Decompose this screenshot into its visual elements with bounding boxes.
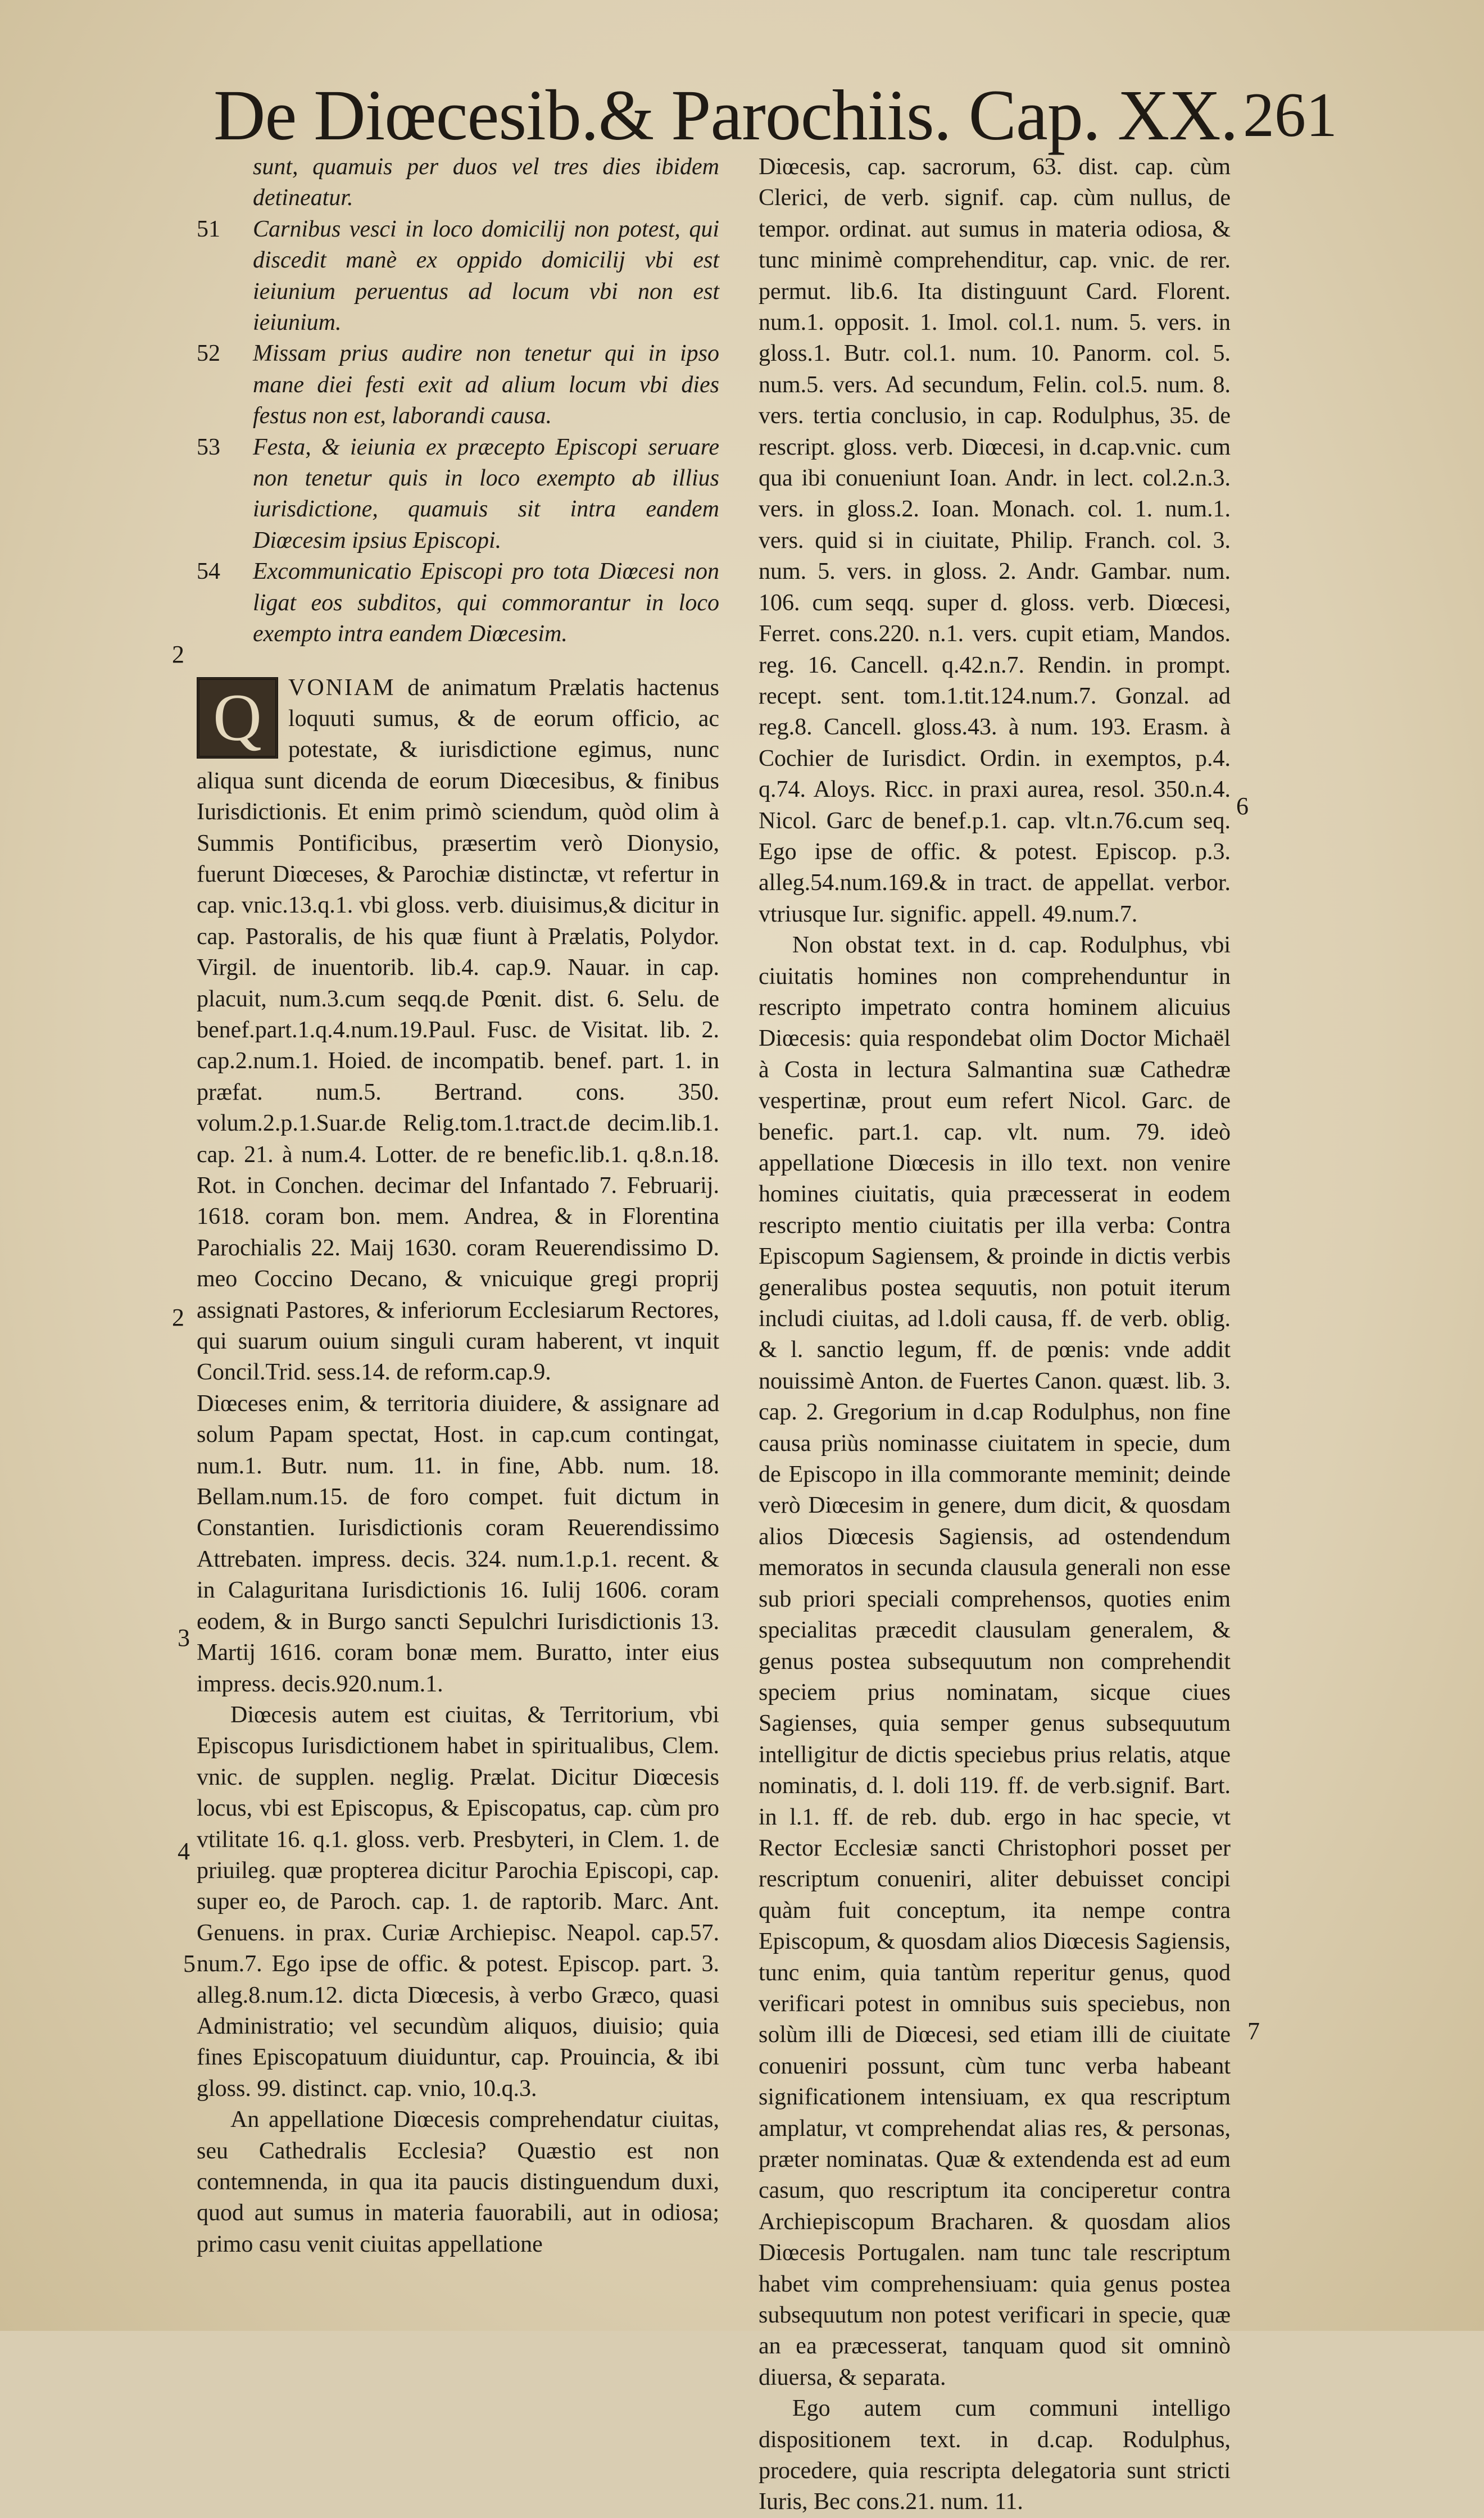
paragraph bbox=[759, 930, 1231, 2393]
margin-number: 3 bbox=[178, 1624, 190, 1652]
summary-item bbox=[197, 152, 719, 214]
summary-item bbox=[197, 432, 719, 557]
decorated-initial: Q bbox=[197, 677, 278, 759]
margin-number: 4 bbox=[178, 1838, 190, 1865]
running-title: De Diœcesib.& Parochiis. Cap. XX. bbox=[214, 75, 1238, 155]
paragraph-text: Ego autem cum communi intelligo dispositionem text. in d.cap. Rodulphus, procedere, quia rescripta delegatoria sunt stricti Iuris, Bec cons.21. num. 11. bbox=[759, 2395, 1231, 2515]
running-header bbox=[214, 75, 1337, 155]
summary-text: Missam prius audire non tenetur qui in ipso mane diei festi exit ad alium locum vbi dies festus non est, laborandi causa. bbox=[253, 341, 719, 429]
margin-number: 5 bbox=[183, 1950, 196, 1977]
left-column bbox=[197, 152, 719, 2260]
margin-number: 6 bbox=[1236, 792, 1249, 820]
opening-word: VONIAM bbox=[288, 674, 396, 701]
summary-text: Carnibus vesci in loco domicilij non potest, qui discedit manè ex oppido domicilij vbi est ieiunium peruentus ad locum vbi non est ieiunium. bbox=[253, 216, 719, 336]
summary-text: Festa, & ieiunia ex præcepto Episcopi seruare non tenetur quis in loco exempto ab illius iurisdictione, quamuis sit intra eandem Diœcesim ipsius Episcopi. bbox=[253, 434, 719, 553]
paragraph-text: Non obstat text. in d. cap. Rodulphus, vbi ciuitatis homines non comprehenduntur in rescripto impetrato contra hominem alicuius Diœcesis: quia respondebat olim Doctor Michaël à Costa in lectura Salmantina suæ Cathedræ vespertinæ, prout eum refert Nicol. Garc. de benefic. part.1. cap. vlt. num. 79. ideò appellatione Diœcesis in illo text. non venire homines ciuitatis, quia præcesserat in eodem rescripto mentio ciuitatis per illa verba: Contra Episcopum Sagiensem, & proinde in dictis verbis generalibus postea sequutis, non potuit iterum includi ciuitas, ad l.doli causa, ff. de verb. oblig. & l. sanctio legum, ff. de pœnis: vnde addit nouissimè Anton. de Fuertes Canon. quæst. lib. 3. cap. 2. Gregorium in d.cap Rodulphus, non fine causa priùs nominasse ciuitatem in specie, dum de Episcopo in illa commorante meminit; deinde verò Diœcesim in genere, dum dicit, & quosdam alios Diœcesis Sagiensis, ad ostendendum memoratos in secunda clausula generali non esse sub priori speciali comprehensos, quoties enim specialitas præcedit clausulam generalem, & genus postea subsequutum non comprehendit speciem prius nominatam, sicque ciues Sagienses, quia semper genus subsequutum intelligitur de dictis speciebus prius relatis, atque nominatis, d. l. doli 119. ff. de verb.signif. Bart. in l.1. ff. de reb. dub. ergo in hac specie, vt Rector Ecclesiæ sancti Christophori posset per rescriptum conueniri, aliter debuisset concipi quàm fuit conceptum, ita nempe contra Episcopum, & quosdam alios Diœcesis Sagiensis, tunc enim, quia tantùm reperitur genus, quod verificari potest in omnibus suis speciebus, non solùm illi de Diœcesi, sed etiam illi de ciuitate conueniri possunt, cùm tunc verba habeant significationem intensiuam, ex qua rescriptum amplatur, vt comprehendat alias res, & personas, præter nominatas. Quæ & extendenda est ad eum casum, quo rescriptum ita conciperetur contra Archiepiscopum Bracharen. & quosdam alios Diœcesis Portugalen. nam tunc tale rescriptum habet vim comprehensiuam: quia genus postea subsequutum non potest verificari in specie, quæ an ea præcesserat, tanquam quod sit omninò diuersa, & separata. bbox=[759, 932, 1231, 2390]
paragraph-text: Diœcesis, cap. sacrorum, 63. dist. cap. cùm Clerici, de verb. signif. cap. cùm nullus, de tempor. ordinat. aut sumus in materia odiosa, & tunc minimè comprehenditur, cap. vnic. de rer. permut. lib.6. Ita distinguunt Card. Florent. num.1. opposit. 1. Imol. col.1. num. 5. vers. in gloss.1. Butr. col.1. num. 10. Panorm. col. 5. num.5. vers. Ad secundum, Felin. col.5. num. 8. vers. tertia conclusio, in cap. Rodulphus, 35. de rescript. gloss. verb. Diœcesi, in d.cap.vnic. cum qua ibi conueniunt Ioan. Andr. in lect. col.2.n.3. vers. in gloss.2. Ioan. Monach. col. 1. num.1. vers. quid si in ciuitate, Philip. Franch. col. 3. num. 5. vers. in gloss. 2. Andr. Gambar. num. 106. cum seqq. super d. gloss. verb. Diœcesi, Ferret. cons.220. n.1. vers. cupit etiam, Mandos. reg. 16. Cancell. q.42.n.7. Rendin. in prompt. recept. sent. tom.1.tit.124.num.7. Gonzal. ad reg.8. Cancell. gloss.43. à num. 193. Erasm. à Cochier de Iurisdict. Ordin. in exemptos, p.4. q.74. Aloys. Ricc. in praxi aurea, resol. 350.n.4. Nicol. Garc de benef.p.1. cap. vlt.n.76.cum seq. Ego ipse de offic. & potest. Episcop. p.3. alleg.54.num.169.& in tract. de appellat. verbor. vtriusque Iur. signific. appell. 49.num.7. bbox=[759, 154, 1231, 927]
paragraph bbox=[759, 152, 1231, 930]
paragraph bbox=[197, 1700, 719, 2104]
paragraph bbox=[197, 2104, 719, 2260]
summary-item bbox=[197, 556, 719, 650]
summary-item bbox=[197, 338, 719, 432]
paragraph-text: de animatum Prælatis hactenus loquuti sumus, & de eorum officio, ac potestate, & iurisdictione egimus, nunc aliqua sunt dicenda de eorum Diœcesibus, & finibus Iurisdictionis. Et enim primò sciendum, quòd olim à Summis Pontificibus, præsertim verò Dionysio, fuerunt Diœceses, & Parochiæ distinctæ, vt refertur in cap. vnic.13.q.1. vbi gloss. verb. diuisimus,& dicitur in cap. Pastoralis, de his quæ fiunt à Prælatis, Polydor. Virgil. de inuentorib. lib.4. cap.9. Nauar. in cap. placuit, num.3.cum seqq.de Pœnit. dist. 6. Selu. de benef.part.1.q.4.num.19.Paul. Fusc. de Visitat. lib. 2. cap.2.num.1. Hoied. de incompatib. benef. part. 1. in præfat. num.5. Bertrand. cons. 350. volum.2.p.1.Suar.de Relig.tom.1.tract.de decim.lib.1. cap. 21. à num.4. Lotter. de re benefic.lib.1. q.8.n.18. Rot. in Conchen. decimar del Infantado 7. Februarij. 1618. coram bon. mem. Andrea, & in Florentina Parochialis 22. Maij 1630. coram Reuerendissimo D. meo Coccino Decano, & vnicuique gregi proprij assignati Pastores, & inferiorum Ecclesiarum Rectores, qui suarum ouium singuli curam haberent, vt inquit Concil.Trid. sess.14. de reform.cap.9. bbox=[197, 674, 720, 1386]
margin-number: 2 bbox=[172, 641, 184, 668]
paragraph bbox=[759, 2393, 1231, 2518]
summary-text: sunt, quamuis per duos vel tres dies ibidem detineatur. bbox=[253, 154, 719, 211]
paragraph-text: Diœcesis autem est ciuitas, & Territorium, vbi Episcopus Iurisdictionem habet in spiritualibus, Clem. vnic. de supplen. neglig. Prælat. Dicitur Diœcesis locus, vbi est Episcopus, & Episcopatus, cap. cùm pro vtilitate 16. q.1. gloss. verb. Presbyteri, in Clem. 1. de priuileg. quæ propterea dicitur Parochia Episcopi, cap. super eo, de Paroch. cap. 1. de raptorib. Marc. Ant. Genuens. in prax. Curiæ Archiepisc. Neapol. cap.57. num.7. Ego ipse de offic. & potest. Episcop. part. 3. alleg.8.num.12. dicta Diœcesis, à verbo Græco, quasi Administratio; vel secundùm aliquos, diuisio; quia fines Episcopatuum diuiduntur, cap. Prouincia, & ibi gloss. 99. distinct. cap. vnio, 10.q.3. bbox=[197, 1702, 719, 2102]
summary-list bbox=[197, 152, 719, 650]
summary-text: Excommunicatio Episcopi pro tota Diœcesi non ligat eos subditos, qui commorantur in loco exempto intra eandem Diœcesim. bbox=[253, 559, 719, 647]
opening-paragraph bbox=[197, 673, 719, 1389]
paragraph-text: An appellatione Diœcesis comprehendatur ciuitas, seu Cathedralis Ecclesia? Quæstio est non contemnenda, in qua ita paucis distinguendum duxi, quod aut sumus in materia fauorabili, aut in odiosa; primo casu venit ciuitas appellatione bbox=[197, 2107, 719, 2257]
paragraph bbox=[197, 1389, 719, 1700]
summary-item bbox=[197, 214, 719, 339]
right-column bbox=[759, 152, 1231, 2518]
summary-number: 52 bbox=[197, 341, 220, 367]
paragraph-text: Diœceses enim, & territoria diuidere, & assignare ad solum Papam spectat, Host. in cap.cum contingat, num.1. Butr. num. 11. in fine, Abb. num. 18. Bellam.num.15. de foro compet. fuit dictum in Constantien. Iurisdictionis coram Reuerendissimo Attrebaten. impress. decis. 324. num.1.p.1. recent. & in Calaguritana Iurisdictionis 16. Iulij 1606. coram eodem, & in Burgo sancti Sepulchri Iurisdictionis 13. Martij 1616. coram bonæ mem. Buratto, inter eius impress. decis.920.num.1. bbox=[197, 1390, 719, 1697]
summary-number: 53 bbox=[197, 434, 220, 460]
summary-number: 51 bbox=[197, 216, 220, 242]
margin-number: 7 bbox=[1247, 2017, 1260, 2045]
summary-number: 54 bbox=[197, 559, 220, 585]
page-number: 261 bbox=[1243, 80, 1337, 150]
margin-number: 2 bbox=[172, 1304, 184, 1331]
